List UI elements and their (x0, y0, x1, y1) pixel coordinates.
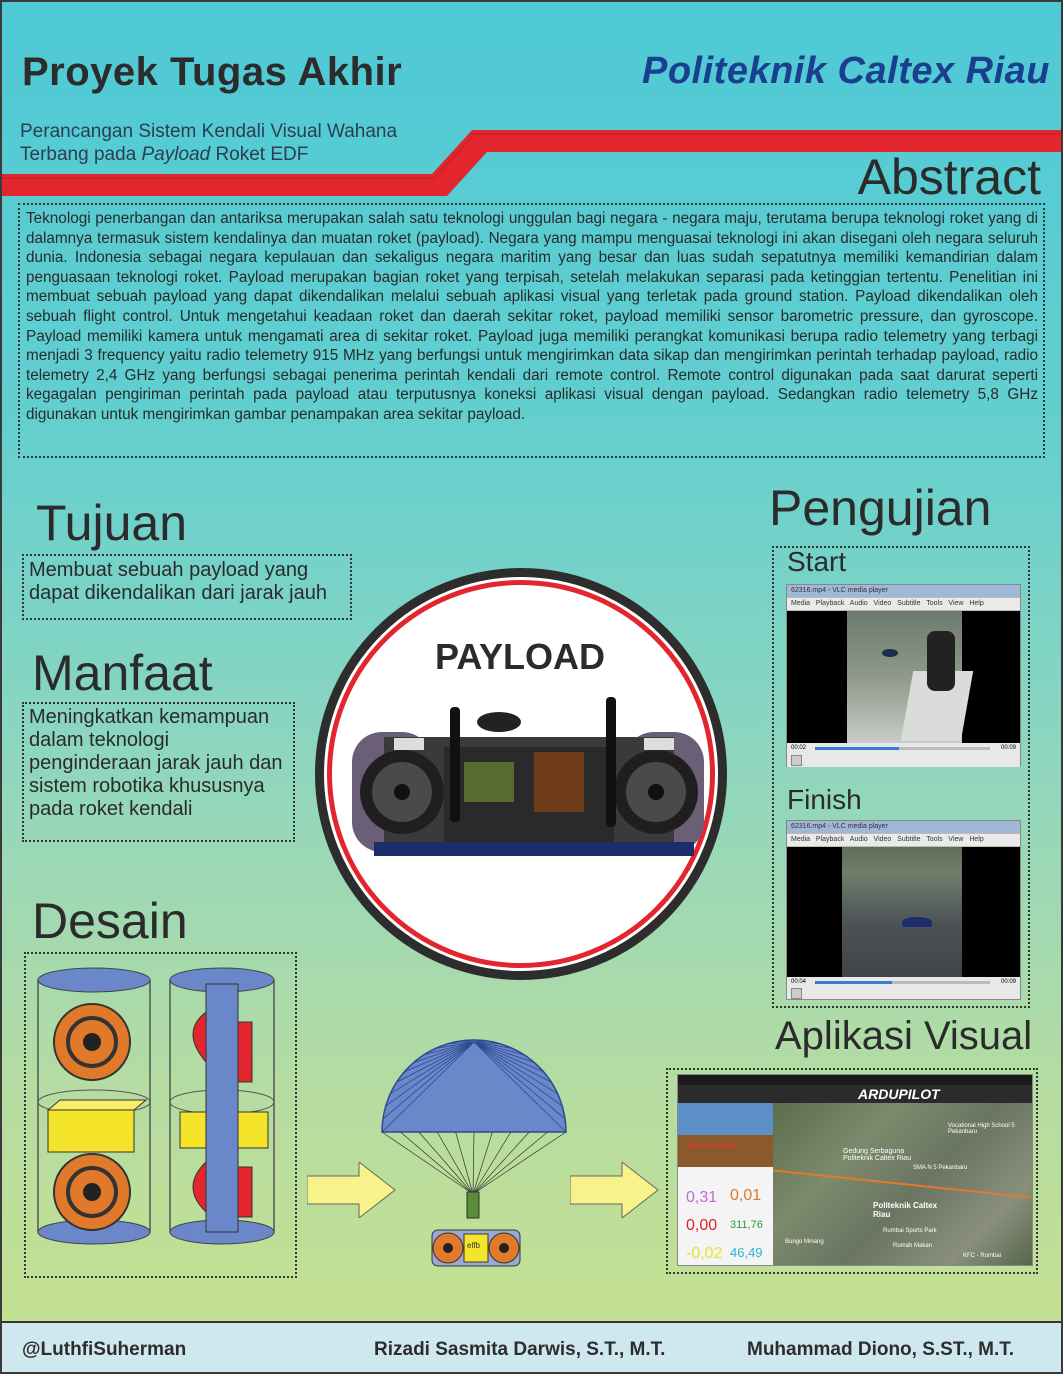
quick-value-5: -0,02 (686, 1245, 723, 1262)
vlc-menu-media-2[interactable]: Media (791, 836, 811, 843)
manfaat-text: Meningkatkan kemampuan dalam teknologi penginderaan jarak jauh dan sistem robotika khususnya pada roket kendali (29, 706, 283, 820)
design-drawings (30, 962, 294, 1262)
map-label-2: SMA N 5 Pekanbaru (913, 1165, 968, 1171)
map-label-5: Rumah Makan (893, 1243, 933, 1249)
logo-text: Politeknik Caltex Riau (642, 50, 1051, 92)
desain-heading: Desain (32, 893, 188, 949)
vlc-menu-audio-2[interactable]: Audio (849, 836, 868, 843)
vlc-menu-video[interactable]: Video (873, 600, 892, 607)
quick-value-6: 46,49 (730, 1245, 763, 1260)
vlc-video-start (787, 611, 1020, 743)
manfaat-heading: Manfaat (32, 645, 213, 701)
flight-path-line (774, 1169, 1032, 1198)
start-label: Start (787, 546, 847, 577)
vlc-seekbar-start[interactable] (815, 747, 990, 750)
finish-label: Finish (787, 784, 862, 815)
map-label-4: Rumbai Sports Park (883, 1228, 937, 1234)
subtitle-post: Roket EDF (210, 144, 309, 165)
vlc-menu-subtitle-2[interactable]: Subtitle (897, 836, 921, 843)
quick-panel (678, 1167, 773, 1265)
vlc-menu-tools[interactable]: Tools (926, 600, 943, 607)
vlc-menu-tools-2[interactable]: Tools (926, 836, 943, 843)
payload-label: PAYLOAD (435, 636, 606, 677)
quick-value-1: 0,31 (686, 1189, 718, 1206)
map-label-7: KFC - Rumbai (963, 1253, 1002, 1259)
abstract-text: Teknologi penerbangan dan antariksa merupakan salah satu teknologi unggulan bagi negara - negara maju, terutama berupa teknologi roket yang di dalamnya termasuk sistem kendalinya dan muatan roket (payload). Negara yang mampu menguasai teknologi ini akan disegani oleh negara seluruh dunia. Indonesia sebagai negara kepulauan dan sekaligus negara maritim yang besar dan luas sudah sepatutnya memiliki kemandirian dalam penguasaan teknologi roket. Payload merupakan bagian roket yang terpisah, setelah melakukan separasi pada ketinggian tertentu. Penelitian ini membuat sebuah payload yang dapat dikendalikan melalui sebuah aplikasi visual yang terletak pada ground station. Payload dikendalikan oleh sebuah flight control. Untuk mengetahui keadaan roket dan daerah sekitar roket, payload memiliki sensor barometric pressure, dan gyroscope. Payload memiliki kamera untuk mengamati area di sekitar roket. Payload juga memiliki perangkat komunikasi berupa radio telemetry yang terbagi menjadi 3 frequency yaitu radio telemetry 915 MHz yang berfungsi untuk mengirimkan data sikap dan mengirimkan perintah terhadap payload, radio telemetry 2,4 GHz yang berfungsi sebagai penerima perintah kendali dari remote control. Remote control digunakan pada saat darurat seperti kegagalan pengiriman perintah pada payload atau terputusnya koneksi aplikasi visual dengan payload. Sedangkan radio telemetry 5,8 GHz digunakan untuk mengirimkan gambar penampakan area sekitar payload. (26, 210, 1038, 423)
map-label-8: Vocational High School 5 Pekanbaru (948, 1123, 1015, 1135)
vlc-menu-view[interactable]: View (948, 600, 964, 607)
poster-title: Proyek Tugas Akhir (22, 50, 403, 94)
vlc-window-finish (786, 820, 1021, 1000)
vlc-time-right-finish: 00:09 (1000, 979, 1016, 985)
vlc-menu-playback-2[interactable]: Playback (815, 836, 845, 843)
ardupilot-brand: ARDUPILOT (858, 1086, 940, 1102)
advisor-1: Rizadi Sasmita Darwis, S.T., M.T. (374, 1339, 666, 1360)
quick-value-4: 311,76 (730, 1219, 763, 1231)
mission-planner-window (677, 1074, 1033, 1266)
vlc-title-finish: 62316.mp4 - VLC media player (787, 821, 1020, 834)
aplikasi-heading: Aplikasi Visual (775, 1014, 1033, 1058)
tujuan-text: Membuat sebuah payload yang dapat dikendalikan dari jarak jauh (29, 559, 327, 604)
pengujian-heading: Pengujian (769, 480, 992, 536)
subtitle (20, 120, 450, 166)
quick-value-3: 0,00 (686, 1217, 718, 1234)
advisor-2: Muhammad Diono, S.ST., M.T. (747, 1339, 1015, 1360)
hud-display (678, 1103, 773, 1167)
subtitle-line2 (20, 143, 450, 166)
abstract-heading: Abstract (857, 149, 1041, 205)
vlc-menu-help-2[interactable]: Help (969, 836, 984, 843)
vlc-title-start: 62316.mp4 - VLC media player (787, 585, 1020, 598)
subtitle-italic: Payload (141, 144, 211, 165)
arrow-right-icon-2 (570, 1162, 660, 1218)
hud-warning: Bad Gyro Health (688, 1143, 736, 1149)
capsule-label: elfb (467, 1241, 480, 1250)
vlc-time-left-start: 00:02 (791, 745, 807, 751)
payload-photo (344, 692, 712, 872)
vlc-menu-playback[interactable]: Playback (815, 600, 845, 607)
author-handle: @LuthfiSuherman (22, 1339, 187, 1360)
footer (2, 1321, 1063, 1374)
vlc-play-button-finish[interactable] (791, 988, 802, 999)
vlc-controls-start (787, 743, 1020, 767)
vlc-time-right-start: 00:09 (1000, 745, 1016, 751)
vlc-video-finish (787, 847, 1020, 977)
vlc-time-left-finish: 00:04 (791, 979, 807, 985)
vlc-menu-finish (787, 834, 1020, 847)
quick-value-2: 0,01 (730, 1187, 762, 1204)
satellite-map[interactable] (773, 1103, 1032, 1265)
subtitle-line1: Perancangan Sistem Kendali Visual Wahana (20, 121, 398, 142)
vlc-menu-start (787, 598, 1020, 611)
vlc-window-start (786, 584, 1021, 767)
institution-logo (642, 50, 1050, 93)
vlc-controls-finish (787, 977, 1020, 999)
vlc-menu-view-2[interactable]: View (948, 836, 964, 843)
vlc-menu-subtitle[interactable]: Subtitle (897, 600, 921, 607)
map-label-6: Bungo Minang (785, 1239, 824, 1245)
vlc-seekbar-finish[interactable] (815, 981, 990, 984)
map-label-3: Politeknik Caltex Riau (873, 1201, 938, 1219)
vlc-menu-help[interactable]: Help (969, 600, 984, 607)
vlc-menu-media[interactable]: Media (791, 600, 811, 607)
vlc-menu-video-2[interactable]: Video (873, 836, 892, 843)
tujuan-heading: Tujuan (36, 495, 188, 551)
map-label-1: Gedung Serbaguna Politeknik Caltex Riau (843, 1148, 912, 1162)
vlc-play-button-start[interactable] (791, 755, 802, 766)
vlc-menu-audio[interactable]: Audio (849, 600, 868, 607)
subtitle-pre: Terbang pada (20, 144, 142, 165)
